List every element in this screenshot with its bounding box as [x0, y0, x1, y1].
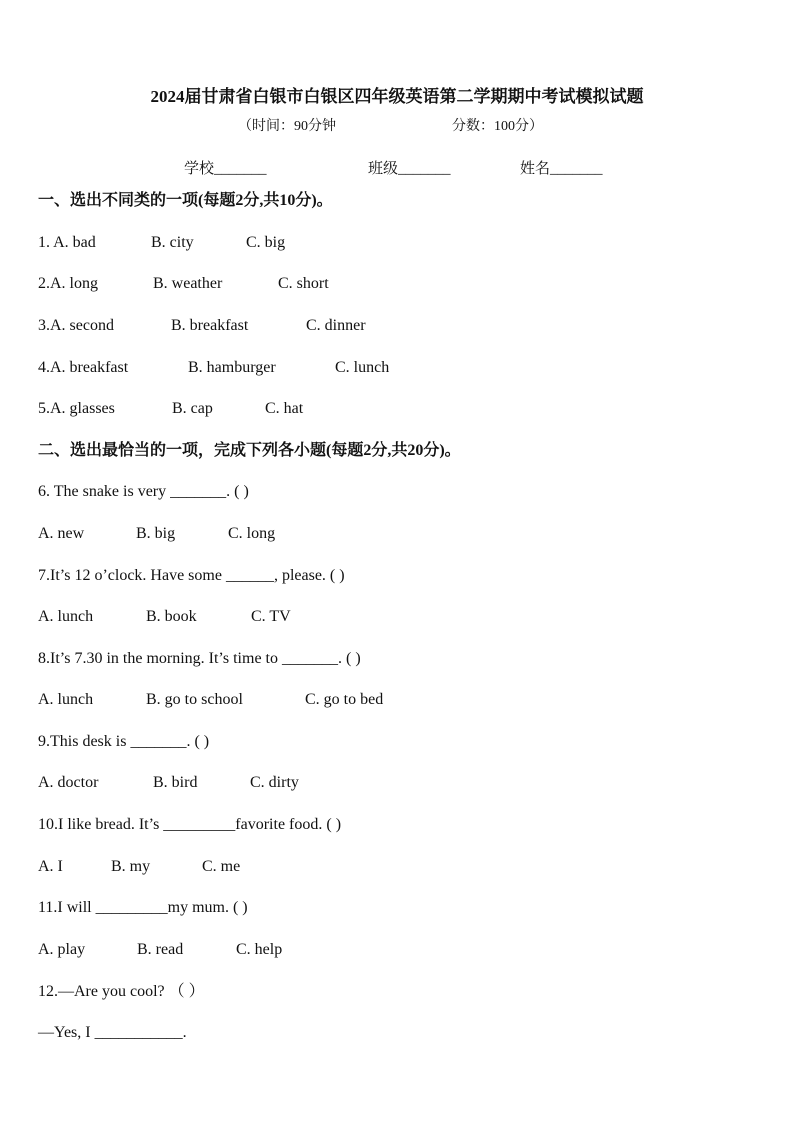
- option-b: B. city: [151, 234, 194, 251]
- option-b: B. cap: [172, 400, 213, 417]
- exam-time: （时间：90分钟: [238, 119, 336, 134]
- option-a: A. lunch: [38, 691, 94, 708]
- option-b: B. go to school: [146, 691, 243, 708]
- section-1-heading: 一、选出不同类的一项(每题2分,共10分)。: [38, 192, 333, 209]
- option-a: 2.A. long: [38, 275, 98, 292]
- section-2-heading: 二、选出最恰当的一项，完成下列各小题(每题2分,共20分)。: [38, 442, 461, 459]
- option-c: C. help: [236, 941, 283, 958]
- option-b: B. hamburger: [188, 359, 276, 376]
- option-c: C. dirty: [250, 774, 299, 791]
- question-12-answer-line: —Yes, I ___________.: [38, 1024, 187, 1041]
- question-7-stem: 7.It’s 12 o’clock. Have some ______, please. ( ): [38, 567, 345, 584]
- question-11-stem: 11.I will _________my mum. ( ): [38, 899, 248, 916]
- question-8-stem: 8.It’s 7.30 in the morning. It’s time to _______. ( ): [38, 650, 361, 667]
- option-a: A. new: [38, 525, 85, 542]
- option-b: B. big: [136, 525, 176, 542]
- option-c: C. hat: [265, 400, 304, 417]
- school-field: 学校_______: [184, 161, 267, 177]
- option-a: 1. A. bad: [38, 234, 96, 251]
- exam-score: 分数：100分）: [452, 119, 543, 134]
- option-c: C. dinner: [306, 317, 366, 334]
- question-10-stem: 10.I like bread. It’s _________favorite food. ( ): [38, 816, 342, 833]
- option-b: B. book: [146, 608, 197, 625]
- option-c: C. go to bed: [305, 691, 384, 708]
- option-a: 3.A. second: [38, 317, 114, 334]
- option-b: B. my: [111, 858, 151, 875]
- option-b: B. weather: [153, 275, 223, 292]
- class-field: 班级_______: [368, 161, 451, 177]
- option-c: C. short: [278, 275, 329, 292]
- option-c: C. TV: [251, 608, 291, 625]
- option-a: 5.A. glasses: [38, 400, 115, 417]
- option-a: A. I: [38, 858, 63, 875]
- exam-title: 2024届甘肃省白银市白银区四年级英语第二学期期中考试模拟试题: [150, 87, 644, 106]
- question-6-stem: 6. The snake is very _______. ( ): [38, 483, 249, 500]
- option-a: 4.A. breakfast: [38, 359, 129, 376]
- option-a: A. lunch: [38, 608, 94, 625]
- option-b: B. breakfast: [171, 317, 249, 334]
- option-a: A. play: [38, 941, 86, 958]
- option-b: B. bird: [153, 774, 198, 791]
- question-9-stem: 9.This desk is _______. ( ): [38, 733, 210, 750]
- name-field: 姓名_______: [520, 161, 603, 177]
- option-b: B. read: [137, 941, 184, 958]
- option-a: A. doctor: [38, 774, 99, 791]
- option-c: C. me: [202, 858, 241, 875]
- option-c: C. lunch: [335, 359, 390, 376]
- option-c: C. big: [246, 234, 286, 251]
- question-12-stem: 12.—Are you cool? （ ）: [38, 983, 205, 1000]
- option-c: C. long: [228, 525, 276, 542]
